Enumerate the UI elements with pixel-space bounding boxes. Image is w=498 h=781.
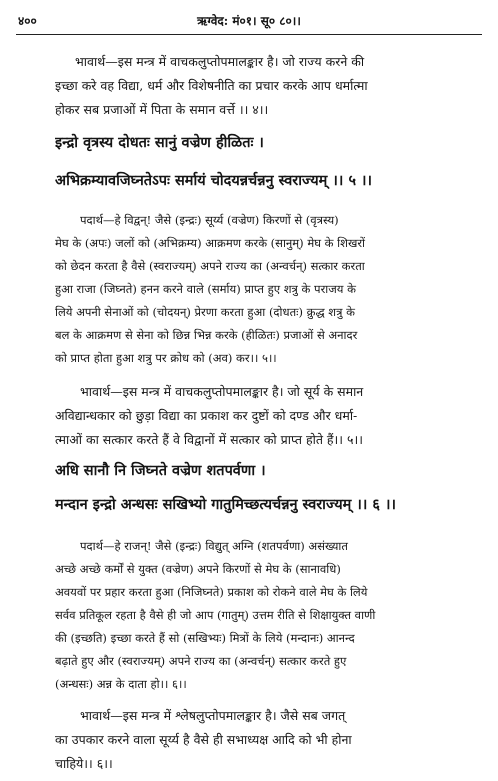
bhavartha-6-line-1: भावार्थ—इस मन्त्र में श्लेषलुप्तोपमालङ्कार है। जैसे सब जगत्: [80, 708, 346, 723]
bhavartha-5-line-3: त्माओं का सत्कार करते हैं वे विद्वानों में सत्कार को प्राप्त होते हैं।। ५।।: [55, 432, 363, 447]
padartha-5-line-1: पदार्थ—हे विद्वन्! जैसे (इन्द्रः) सूर्य्य (वज्रेण) किरणों से (वृत्रस्य): [80, 213, 339, 227]
bhavartha-5-line-1: भावार्थ—इस मन्त्र में वाचकलुप्तोपमालङ्कार है। जो सूर्य के समान: [80, 384, 364, 399]
padartha-6-line-1: पदार्थ—हे राजन्! जैसे (इन्द्रः) विद्युत् अग्नि (शतपर्वणा) असंख्यात: [80, 539, 348, 553]
bhavartha-6-line-2: का उपकार करने वाला सूर्य्य है वैसे ही सभाध्यक्ष आदि को भी होना: [55, 732, 352, 747]
padartha-5-line-3: को छेदन करता है वैसे (स्वराज्यम्) अपने राज्य का (अन्वर्चन्) सत्कार करता: [55, 259, 365, 273]
mantra-6-line-1: अधि सानौ नि जिघ्नते वज्रेण शतपर्वणा ।: [55, 462, 266, 479]
padartha-6-line-7: (अन्धसः) अन्न के दाता हो।। ६।।: [55, 677, 187, 691]
padartha-5-line-2: मेघ के (अपः) जलों को (अभिक्रम्य) आक्रमण करके (सानुम्) मेघ के शिखरों: [55, 236, 366, 250]
header-title: ऋग्वेद: मं०१। सू० ८०।।: [197, 14, 301, 28]
mantra-5-line-2: अभिक्रम्यावजिघ्नतेऽपः सर्मायं चोदयन्नर्चन्ननु स्वराज्यम् ।। ५ ।।: [55, 172, 373, 189]
bhavartha-5-line-2: अविद्यान्धकार को छुड़ा विद्या का प्रकाश कर दुष्टों को दण्ड और धर्मा-: [55, 408, 358, 423]
mantra-5-line-1: इन्द्रो वृत्रस्य दोधतः सानुं वज्रेण हीळितः ।: [55, 134, 264, 151]
padartha-5-line-5: लिये अपनी सेनाओं को (चोदयन्) प्रेरणा करता हुआ (दोधतः) क्रुद्ध शत्रु के: [55, 305, 355, 319]
bhavartha-4-line-2: इच्छा करे वह विद्या, धर्म और विशेषनीति का प्रचार करके आप धर्मात्मा: [55, 78, 368, 93]
mantra-6-line-2: मन्दान इन्द्रो अन्धसः सखिभ्यो गातुमिच्छत्यर्चन्ननु स्वराज्यम् ।। ६ ।।: [55, 496, 396, 513]
bhavartha-4-line-1: भावार्थ—इस मन्त्र में वाचकलुप्तोपमालङ्कार है। जो राज्य करने की: [75, 54, 365, 69]
page-number: ४००: [18, 14, 37, 28]
padartha-5-line-6: बल के आक्रमण से सेना को छिन्न भिन्न करके (हीळितः) प्रजाओं से अनादर: [55, 328, 358, 342]
running-header: [18, 12, 480, 30]
padartha-6-line-3: अवयवों पर प्रहार करता हुआ (निजिघ्नते) प्रकाश को रोकने वाले मेघ के लिये: [55, 585, 368, 599]
padartha-6-line-2: अच्छे अच्छे कर्मों से युक्त (वज्रेण) अपने किरणों से मेघ के (सानावधि): [55, 562, 341, 576]
header-rule: [16, 34, 482, 35]
bhavartha-6-line-3: चाहिये।। ६।।: [55, 756, 113, 771]
padartha-6-line-4: सर्वव प्रतिकूल रहता है वैसे ही जो आप (गातुम्) उत्तम रीति से शिक्षायुक्त वाणी: [55, 608, 376, 622]
padartha-5-line-7: को प्राप्त होता हुआ शत्रु पर क्रोध को (अव) कर।। ५।।: [55, 351, 277, 365]
padartha-6-line-5: की (इच्छति) इच्छा करते हैं सो (सखिभ्यः) मित्रों के लिये (मन्दानः) आनन्द: [55, 631, 355, 645]
padartha-6-line-6: बढ़ाते हुए और (स्वराज्यम्) अपने राज्य का (अन्वर्चन्) सत्कार करते हुए: [55, 654, 347, 668]
padartha-5-line-4: हुआ राजा (जिघ्नते) हनन करने वाले (सर्माय) प्राप्त हुए शत्रु के पराजय के: [55, 282, 356, 296]
bhavartha-4-line-3: होकर सब प्रजाओं में पिता के समान वर्त्ते ।। ४।।: [55, 102, 269, 117]
